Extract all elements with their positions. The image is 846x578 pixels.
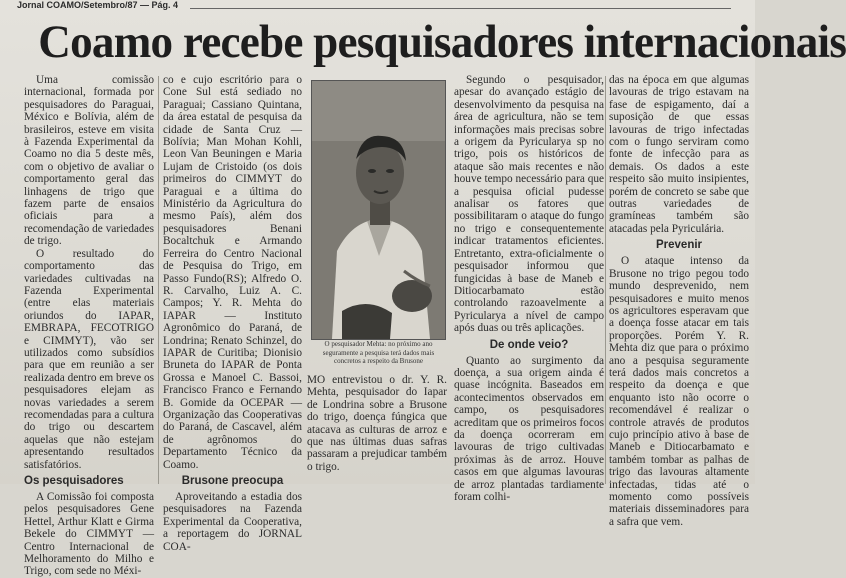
- paragraph: O resultado do comportamento das variedades cultivadas na Fazenda Experimental (entre elas materiais oriundos do IAPAR, EMBRAPA, FECOTRIGO e CIMMYT), vão ser utilizados como subsídios para que em reunião a ser realizada dentro em breve os pesquisadores elejam as novas variedades a serem recomendadas para a cultura do trigo ou descartem aquelas que não estejam apresentando resultados satisfatórios.: [24, 247, 154, 471]
- header-rule: [190, 8, 731, 9]
- article-column-1: [24, 74, 154, 578]
- column-divider: [158, 76, 159, 484]
- headline: Coamo recebe pesquisadores internacionais: [38, 16, 846, 68]
- subheading-brusone-preocupa: Brusone preocupa: [181, 475, 284, 487]
- photo-caption: O pesquisador Mehta: no próximo ano seguramente a pesquisa terá dados mais concretos a respeito da Brusone: [322, 340, 435, 365]
- paragraph: co e cujo escritório para o Cone Sul está sediado no Paraguai; Cassiano Quintana, da área estatal de pesquisa da cidade de Santa Cruz — Bolívia; Man Mohan Kohli, Leon Van Beuningen e Maria Lujam de Cristoido (os dois primeiros do CIMMYT do Paraguai e a última do Ministério da Agricultura do mesmo País), além dos pesquisadores Benani Bocaltchuk e Armando Ferreira do Centro Nacional de Pesquisa do Trigo, em Passo Fundo(RS); Alfredo O. R. Carvalho, Luiz A. C. Campos; Y. R. Mehta do IAPAR — Instituto Agronômico do Paraná, de Londrina; Renato Schinzel, do IAPAR de Curitiba; Dionisio Bruneta do IAPAR de Ponta Grossa e Manoel C. Bassoi, Francisco Franco e Fernando B. Gomide da OCEPAR — Organização das Cooperativas do Paraná, de Cascavel, além de agrônomos do Departamento Técnico da Coamo.: [163, 74, 302, 471]
- paragraph: A Comissão foi composta pelos pesquisadores Gene Hettel, Arthur Klatt e Girma Bekele do CIMMYT — Centro Internacional de Melhoramento do Milho e Trigo, com sede no Méxi-: [24, 491, 154, 578]
- article-column-4: [454, 74, 604, 503]
- article-column-3: [307, 374, 447, 484]
- column-divider: [605, 76, 606, 484]
- paragraph: Segundo o pesquisador, apesar do avançado estágio de desenvolvimento da pesquisa na área de agricultura, não se tem informações mais precisas sobre a origem da Pyricularya sp no trigo, pois os históricos de ataque são mais recentes e não houve tempo necessário para que a pesquisa oficial pudesse analisar os fatores que possibilitaram o ataque do fungo no trigo e consequentemente indicar tratamentos eficientes. Entretanto, extra-oficialmente o pesquisador informou que fungicidas à base de Maneb e Ditiocarbamato estão controlando razoavelmente a Pyricularya a nível de campo após duas ou três aplicações.: [454, 74, 604, 335]
- paragraph: Uma comissão internacional, formada por pesquisadores do Paraguai, México e Bolívia, além de brasileiros, esteve em visita à Fazenda Experimental da Coamo no dia 5 deste mês, com o objetivo de avaliar o comportamento geral das linhagens de trigo que fazem parte de ensaios oficiais para a recomendação de variedades de trigo.: [24, 74, 154, 248]
- paragraph: O ataque intenso da Brusone no trigo pegou todo mundo desprevenido, nem pesquisadores e muito menos os agricultores esperavam que a doença fosse atacar em tais proporções. Porém Y. R. Mehta diz que para o próximo ano a pesquisa seguramente terá dados mais concretos a respeito da doença e que enquanto isto não ocorre o recomendável é realizar o controle através de produtos cujo princípio ativo à base de Maneb e Ditiocarbamato e também tombar as palhas de trigo das lavouras altamente infectadas, tidas até o momento como possíveis materiais disseminadores para a safra que vem.: [609, 255, 749, 528]
- portrait-illustration: [312, 81, 445, 339]
- researcher-photo: [311, 80, 446, 340]
- paragraph: Quanto ao surgimento da doença, a sua origem ainda é quase incógnita. Baseados em acontecimentos observados em campo, os pesquisadores acreditam que os primeiros focos da doença ocorreram em lavouras de trigo cultivadas próximas às de arroz. Houve casos em que algumas lavouras de arroz plantadas tardiamente foram colhi-: [454, 354, 604, 503]
- paragraph: Aproveitando a estadia dos pesquisadores na Fazenda Experimental da Cooperativa, a reportagem do JORNAL COA-: [163, 491, 302, 553]
- article-column-2: [163, 74, 302, 553]
- subheading-prevenir: Prevenir: [655, 239, 703, 252]
- subheading-de-onde-veio: De onde veio?: [489, 338, 569, 351]
- running-head: Jornal COAMO/Setembro/87 — Pág. 4: [17, 0, 179, 10]
- paragraph: MO entrevistou o dr. Y. R. Mehta, pesquisador do Iapar de Londrina sobre a Brusone do trigo, doença fúngica que atacava as culturas de arroz e que nas últimas duas safras passaram a prejudicar também o trigo.: [307, 374, 447, 473]
- article-column-5: [609, 74, 749, 528]
- subheading-os-pesquisadores: Os pesquisadores: [24, 475, 124, 487]
- paragraph: das na época em que algumas lavouras de trigo estavam na fase de espigamento, daí a suposição de que essas lavouras de trigo infectadas com o fungo serviram como fonte de infecção para as demais. Os dados a este respeito são muito insipientes, porém de concreto se sabe que outras variedades de gramíneas também são atacadas pela Pyriculária.: [609, 74, 749, 235]
